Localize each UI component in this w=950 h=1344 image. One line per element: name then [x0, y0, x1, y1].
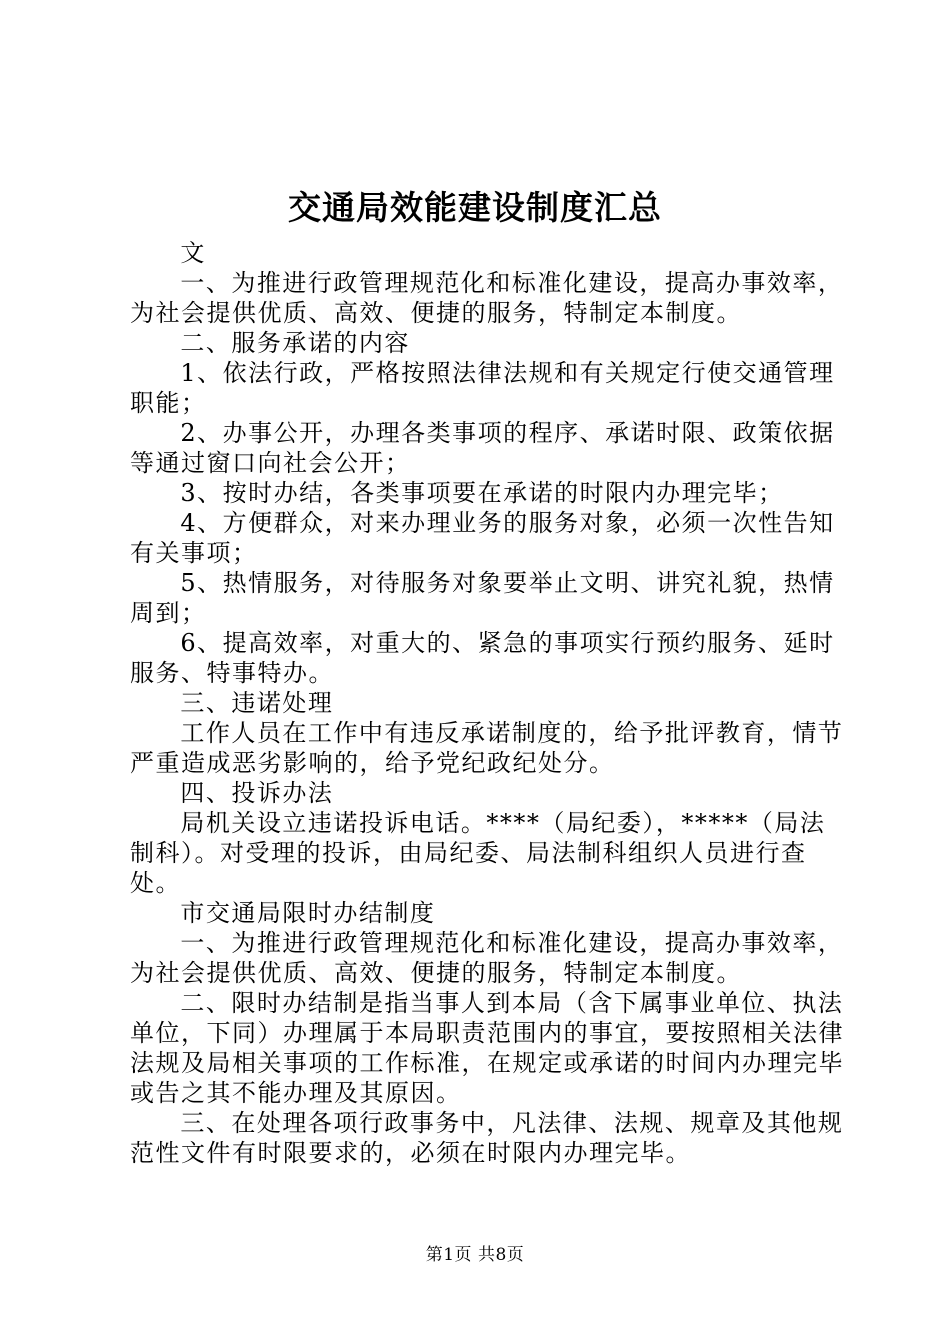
list-item: 3、按时办结，各类事项要在承诺的时限内办理完毕；: [180, 479, 784, 507]
section-heading: 市交通局限时办结制度: [180, 899, 436, 927]
list-item: 5、热情服务，对待服务对象要举止文明、讲究礼貌，热情周到；: [130, 569, 835, 627]
list-item: 2、办事公开，办理各类事项的程序、承诺时限、政策依据等通过窗口向社会公开；: [130, 419, 835, 477]
paragraph: 二、限时办结制是指当事人到本局（含下属事业单位、执法单位，下同）办理属于本局职责范围内的事宜，要按照相关法律法规及局相关事项的工作标准，在规定或承诺的时间内办理完毕或告之其不能办理及其原因。: [130, 989, 844, 1107]
section-heading: 二、服务承诺的内容: [180, 329, 410, 357]
page-footer: 第1页 共8页: [425, 1245, 525, 1265]
paragraph: 文: [180, 239, 206, 267]
paragraph: 三、在处理各项行政事务中，凡法律、法规、规章及其他规范性文件有时限要求的，必须在时限内办理完毕。: [130, 1109, 844, 1167]
section-heading: 三、违诺处理: [180, 689, 334, 717]
paragraph: 一、为推进行政管理规范化和标准化建设，提高办事效率，为社会提供优质、高效、便捷的服务，特制定本制度。: [130, 929, 844, 987]
document-body: [130, 238, 844, 1168]
section-heading: 四、投诉办法: [180, 779, 334, 807]
list-item: 1、依法行政，严格按照法律法规和有关规定行使交通管理职能；: [130, 359, 835, 417]
paragraph: 一、为推进行政管理规范化和标准化建设，提高办事效率，为社会提供优质、高效、便捷的服务，特制定本制度。: [130, 269, 844, 327]
paragraph: 工作人员在工作中有违反承诺制度的，给予批评教育，情节严重造成恶劣影响的，给予党纪政纪处分。: [130, 719, 844, 777]
list-item: 4、方便群众，对来办理业务的服务对象，必须一次性告知有关事项；: [130, 509, 835, 567]
list-item: 6、提高效率，对重大的、紧急的事项实行预约服务、延时服务、特事特办。: [130, 629, 835, 687]
paragraph: 局机关设立违诺投诉电话。****（局纪委），*****（局法制科）。对受理的投诉，由局纪委、局法制科组织人员进行查处。: [130, 809, 826, 897]
document-title: 交通局效能建设制度汇总: [288, 188, 662, 227]
